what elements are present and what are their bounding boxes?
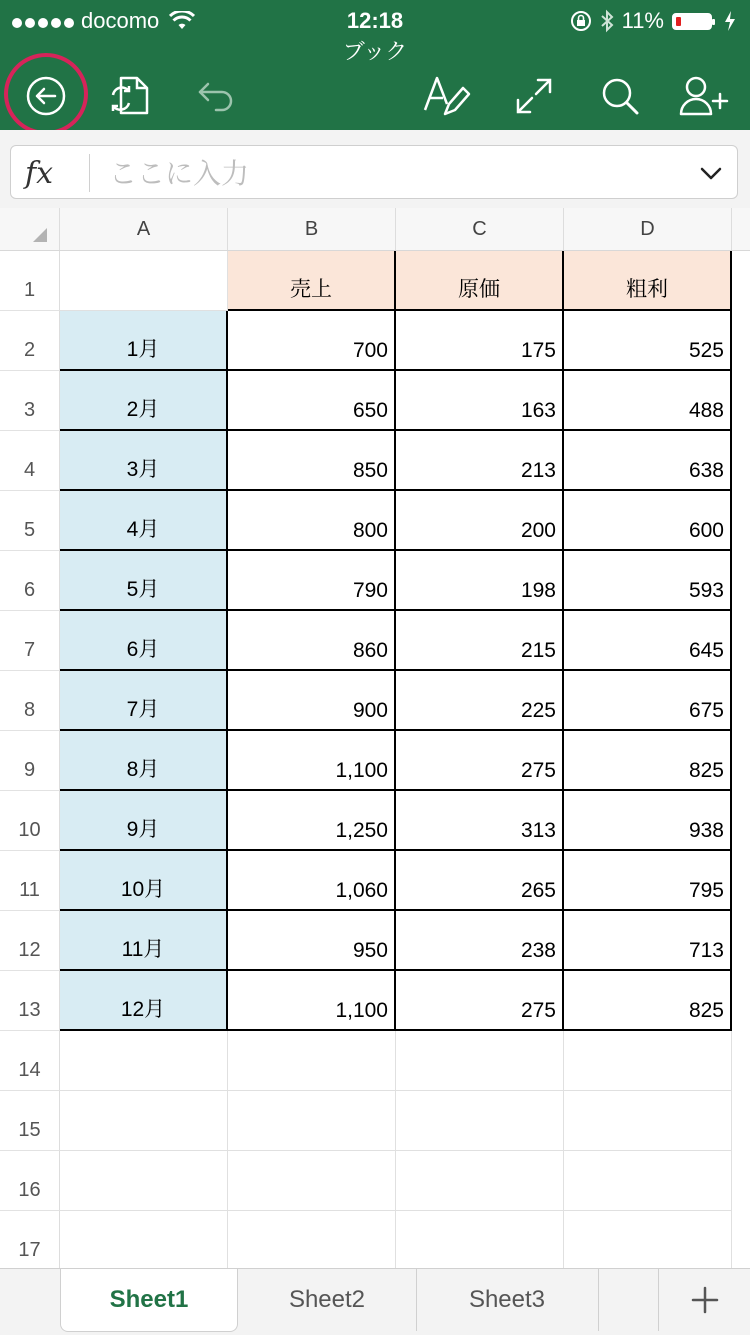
cell-d15[interactable] — [564, 1091, 732, 1151]
battery-icon — [672, 13, 712, 30]
carrier-status — [12, 4, 195, 38]
row-number: 8 — [23, 699, 36, 721]
status-right — [570, 4, 736, 38]
table-row — [0, 1091, 750, 1151]
chevron-down-icon[interactable] — [699, 162, 723, 184]
tab-divider — [658, 1269, 659, 1331]
cell-value: 650 — [352, 399, 388, 422]
cell-value: 238 — [520, 939, 556, 962]
table-row — [0, 971, 750, 1031]
cell-value: 5月 — [126, 578, 160, 601]
cell-value: 3月 — [126, 458, 160, 481]
cell-value: 800 — [352, 519, 388, 542]
cell-value: 163 — [520, 399, 556, 422]
row-header[interactable] — [0, 431, 60, 491]
cell-a5[interactable] — [60, 491, 228, 551]
signal-icon — [12, 4, 77, 38]
cell-d4[interactable] — [564, 431, 732, 491]
cell-b6[interactable] — [228, 551, 396, 611]
back-button[interactable] — [18, 68, 74, 124]
row-header[interactable] — [0, 791, 60, 851]
search-button[interactable] — [592, 68, 648, 124]
cell-b17[interactable] — [228, 1211, 396, 1271]
cell-value: 950 — [352, 939, 388, 962]
cell-c11[interactable] — [396, 851, 564, 911]
cell-value: 275 — [520, 759, 556, 782]
cell-value: 200 — [520, 519, 556, 542]
cell-c9[interactable] — [396, 731, 564, 791]
cell-b8[interactable] — [228, 671, 396, 731]
cell-b14[interactable] — [228, 1031, 396, 1091]
add-person-icon — [678, 74, 730, 118]
cell-value: 1,100 — [335, 999, 388, 1022]
row-header[interactable] — [0, 491, 60, 551]
carrier-name: docomo — [81, 8, 160, 33]
table-row — [0, 1151, 750, 1211]
cell-a11[interactable] — [60, 851, 228, 911]
cell-value: 795 — [688, 879, 724, 902]
cell-value: 525 — [688, 339, 724, 362]
cell-c2[interactable] — [396, 311, 564, 371]
cell-c17[interactable] — [396, 1211, 564, 1271]
row-header[interactable] — [0, 1151, 60, 1211]
cell-value: 600 — [688, 519, 724, 542]
row-number: 5 — [23, 519, 36, 541]
cell-b11[interactable] — [228, 851, 396, 911]
cell-c1[interactable] — [396, 251, 564, 311]
formula-bar-area — [0, 130, 750, 208]
row-number: 10 — [18, 819, 41, 841]
cell-b2[interactable] — [228, 311, 396, 371]
cell-a8[interactable] — [60, 671, 228, 731]
cell-d1[interactable] — [564, 251, 732, 311]
cell-value: 900 — [352, 699, 388, 722]
table-row — [0, 851, 750, 911]
bluetooth-icon — [600, 9, 614, 33]
cell-a13[interactable] — [60, 971, 228, 1031]
cell-value: 593 — [688, 579, 724, 602]
cell-b4[interactable] — [228, 431, 396, 491]
cell-b5[interactable] — [228, 491, 396, 551]
row-header[interactable] — [0, 911, 60, 971]
fullscreen-button[interactable] — [506, 68, 562, 124]
column-header-c[interactable]: C — [396, 208, 564, 250]
row-number: 2 — [23, 339, 36, 361]
table-row — [0, 611, 750, 671]
column-header-b[interactable]: B — [228, 208, 396, 250]
cell-value: 10月 — [120, 878, 166, 901]
row-header[interactable] — [0, 971, 60, 1031]
cell-b3[interactable] — [228, 371, 396, 431]
cell-c7[interactable] — [396, 611, 564, 671]
cell-value: 2月 — [126, 398, 160, 421]
row-header[interactable] — [0, 1091, 60, 1151]
row-number: 1 — [23, 279, 36, 301]
cell-a7[interactable] — [60, 611, 228, 671]
table-row — [0, 551, 750, 611]
cell-d14[interactable] — [564, 1031, 732, 1091]
cell-d2[interactable] — [564, 311, 732, 371]
row-header[interactable] — [0, 731, 60, 791]
row-number: 13 — [18, 999, 41, 1021]
cell-c4[interactable] — [396, 431, 564, 491]
tab-divider — [598, 1269, 599, 1331]
row-header[interactable] — [0, 1031, 60, 1091]
table-row — [0, 1031, 750, 1091]
cell-value: 1月 — [126, 338, 160, 361]
cell-c14[interactable] — [396, 1031, 564, 1091]
cell-value: 12月 — [120, 998, 166, 1021]
table-row — [0, 251, 750, 311]
cell-d9[interactable] — [564, 731, 732, 791]
cell-value: 7月 — [126, 698, 160, 721]
cell-a3[interactable] — [60, 371, 228, 431]
cell-b12[interactable] — [228, 911, 396, 971]
cell-b15[interactable] — [228, 1091, 396, 1151]
cell-c10[interactable] — [396, 791, 564, 851]
cell-value: 700 — [352, 339, 388, 362]
formula-input[interactable] — [107, 146, 671, 200]
row-number: 17 — [18, 1239, 41, 1261]
row-number: 14 — [18, 1059, 41, 1081]
cell-value: 790 — [352, 579, 388, 602]
cell-d10[interactable] — [564, 791, 732, 851]
back-arrow-icon — [25, 75, 67, 117]
cell-c8[interactable] — [396, 671, 564, 731]
table-row — [0, 791, 750, 851]
column-header-a[interactable]: A — [60, 208, 228, 250]
row-header[interactable] — [0, 671, 60, 731]
plus-icon — [690, 1285, 720, 1315]
format-button[interactable] — [418, 68, 474, 124]
row-number: 12 — [18, 939, 41, 961]
cell-a17[interactable] — [60, 1211, 228, 1271]
row-header[interactable] — [0, 551, 60, 611]
row-header[interactable] — [0, 311, 60, 371]
cell-value: 488 — [688, 399, 724, 422]
cell-c15[interactable] — [396, 1091, 564, 1151]
cell-a10[interactable] — [60, 791, 228, 851]
column-headers — [0, 208, 750, 251]
text-format-pen-icon — [421, 72, 471, 120]
cell-d16[interactable] — [564, 1151, 732, 1211]
cell-a2[interactable] — [60, 311, 228, 371]
expand-icon — [512, 74, 556, 118]
cell-b13[interactable] — [228, 971, 396, 1031]
cell-c13[interactable] — [396, 971, 564, 1031]
cell-d12[interactable] — [564, 911, 732, 971]
cell-value: 1,100 — [335, 759, 388, 782]
cell-b16[interactable] — [228, 1151, 396, 1211]
cell-c3[interactable] — [396, 371, 564, 431]
battery-percent: 11% — [621, 8, 664, 33]
cell-value: 825 — [688, 759, 724, 782]
table-row — [0, 731, 750, 791]
row-number: 9 — [23, 759, 36, 781]
row-header[interactable] — [0, 611, 60, 671]
row-header[interactable] — [0, 371, 60, 431]
divider — [89, 154, 90, 192]
cell-value: 原価 — [458, 278, 500, 301]
sheet-tab-1[interactable]: Sheet1 — [60, 1269, 238, 1332]
cell-d13[interactable] — [564, 971, 732, 1031]
row-number: 6 — [23, 579, 36, 601]
row-header[interactable] — [0, 1211, 60, 1271]
cell-value: 825 — [688, 999, 724, 1022]
cell-a6[interactable] — [60, 551, 228, 611]
undo-icon — [194, 76, 238, 116]
cell-a1[interactable] — [60, 251, 228, 311]
cell-d3[interactable] — [564, 371, 732, 431]
row-header[interactable] — [0, 251, 60, 311]
cell-value: 265 — [520, 879, 556, 902]
row-number: 11 — [19, 879, 40, 901]
sheet-tabs — [0, 1268, 750, 1335]
share-add-person-button[interactable] — [676, 68, 732, 124]
cell-d7[interactable] — [564, 611, 732, 671]
column-header-d[interactable]: D — [564, 208, 732, 250]
tab-divider — [416, 1269, 417, 1331]
cell-c6[interactable] — [396, 551, 564, 611]
cell-value: 275 — [520, 999, 556, 1022]
cell-value: 645 — [688, 639, 724, 662]
sheet-tab-2[interactable]: Sheet2 — [288, 1286, 366, 1313]
cell-b10[interactable] — [228, 791, 396, 851]
undo-button[interactable] — [188, 68, 244, 124]
table-row — [0, 671, 750, 731]
cell-d11[interactable] — [564, 851, 732, 911]
file-sync-icon — [107, 73, 153, 119]
app-header — [0, 0, 750, 130]
spreadsheet-grid — [0, 251, 750, 1271]
add-sheet-button[interactable] — [660, 1269, 750, 1331]
cell-value: 225 — [520, 699, 556, 722]
table-row — [0, 1211, 750, 1271]
cell-value: 1,060 — [335, 879, 388, 902]
cell-value: 4月 — [126, 518, 160, 541]
sheet-tab-3[interactable]: Sheet3 — [468, 1286, 546, 1313]
charging-icon — [724, 11, 736, 31]
wifi-icon — [169, 11, 195, 31]
cell-a4[interactable] — [60, 431, 228, 491]
row-header[interactable] — [0, 851, 60, 911]
cell-a14[interactable] — [60, 1031, 228, 1091]
cell-c5[interactable] — [396, 491, 564, 551]
clock: 12:18 — [346, 8, 404, 33]
cell-d17[interactable] — [564, 1211, 732, 1271]
cell-value: 粗利 — [626, 278, 668, 301]
cell-value: 938 — [688, 819, 724, 842]
fx-label: fx — [25, 156, 54, 191]
cell-a12[interactable] — [60, 911, 228, 971]
table-row — [0, 911, 750, 971]
row-number: 16 — [18, 1179, 41, 1201]
cell-value: 638 — [688, 459, 724, 482]
cell-d6[interactable] — [564, 551, 732, 611]
cell-a9[interactable] — [60, 731, 228, 791]
cell-c12[interactable] — [396, 911, 564, 971]
cell-value: 860 — [352, 639, 388, 662]
table-row — [0, 311, 750, 371]
cell-value: 175 — [520, 339, 556, 362]
cell-c16[interactable] — [396, 1151, 564, 1211]
cell-value: 313 — [520, 819, 556, 842]
cell-value: 売上 — [290, 278, 332, 301]
cell-value: 198 — [520, 579, 556, 602]
row-number: 15 — [18, 1119, 41, 1141]
file-sync-button[interactable] — [102, 68, 158, 124]
cell-value: 675 — [688, 699, 724, 722]
orientation-lock-icon — [570, 10, 592, 32]
table-row — [0, 431, 750, 491]
cell-value: 9月 — [126, 818, 160, 841]
cell-value: 1,250 — [335, 819, 388, 842]
select-all-corner[interactable] — [0, 208, 60, 250]
row-number: 7 — [23, 639, 36, 661]
cell-value: 11月 — [121, 938, 165, 961]
document-title: ブック — [342, 39, 408, 64]
cell-d8[interactable] — [564, 671, 732, 731]
cell-value: 850 — [352, 459, 388, 482]
cell-d5[interactable] — [564, 491, 732, 551]
row-number: 4 — [23, 459, 36, 481]
table-row — [0, 491, 750, 551]
cell-value: 213 — [520, 459, 556, 482]
cell-value: 6月 — [126, 638, 160, 661]
cell-b9[interactable] — [228, 731, 396, 791]
cell-a16[interactable] — [60, 1151, 228, 1211]
search-icon — [599, 75, 641, 117]
cell-value: 215 — [520, 639, 556, 662]
cell-value: 8月 — [126, 758, 160, 781]
row-number: 3 — [23, 399, 36, 421]
table-row — [0, 371, 750, 431]
formula-bar — [10, 145, 738, 199]
cell-b1[interactable] — [228, 251, 396, 311]
cell-value: 713 — [688, 939, 724, 962]
cell-b7[interactable] — [228, 611, 396, 671]
cell-a15[interactable] — [60, 1091, 228, 1151]
